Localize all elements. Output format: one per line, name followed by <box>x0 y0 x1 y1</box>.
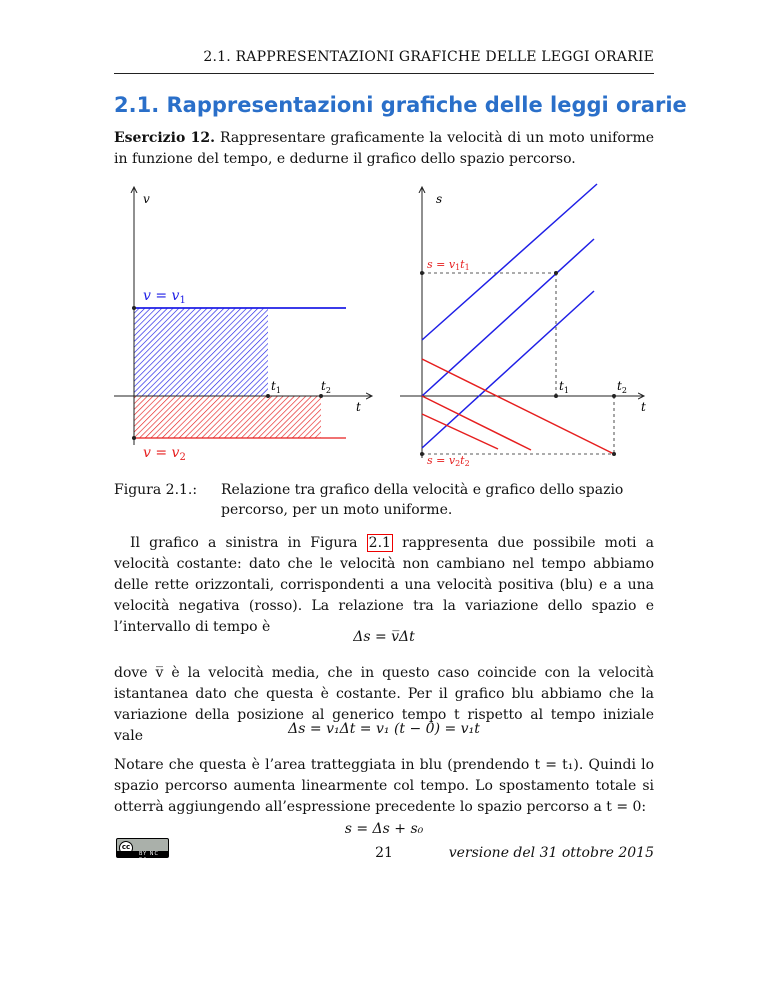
figure-caption <box>114 480 654 520</box>
blue-hatched-area <box>134 308 268 396</box>
t2-label-left: $t_2$ <box>321 379 331 395</box>
v1-point <box>132 306 136 310</box>
cc-license-terms: BY NC SA <box>117 851 168 857</box>
figure-2-1 <box>0 175 768 475</box>
s2-label: s = v2t2 <box>427 454 470 468</box>
red-line-1 <box>422 359 614 454</box>
s2-axis-point <box>420 452 424 456</box>
t1-point-right <box>554 394 558 398</box>
figure-reference-link[interactable]: 2.1 <box>368 535 391 551</box>
page-number: 21 <box>375 845 393 861</box>
section-title: 2.1. Rappresentazioni grafiche delle leggi orarie <box>114 93 687 117</box>
s-axis-label: s <box>436 192 443 206</box>
version-note: versione del 31 ottobre 2015 <box>448 845 654 861</box>
position-graph <box>400 184 646 468</box>
exercise-paragraph <box>114 128 654 170</box>
p1-text-a: Il grafico a sinistra in Figura <box>130 535 367 551</box>
t1-point-left <box>266 394 270 398</box>
equation-3: s = Δs + s₀ <box>344 821 424 837</box>
t-axis-label-left: t <box>356 400 361 414</box>
running-header: 2.1. RAPPRESENTAZIONI GRAFICHE DELLE LEGGI ORARIE <box>203 49 654 65</box>
t1-label-left: $t_1$ <box>271 379 281 395</box>
p1-text-b: rappresenta due possibile moti a velocità costante: dato che le velocità non cambiano nel tempo abbiamo delle rette orizzontali, corrispondenti a una velocità positiva (blu) e a una velocità negativa (rosso). La relazione tra la variazione dello spazio e l’intervallo di tempo è <box>114 535 654 635</box>
header-rule <box>114 73 654 74</box>
t2-point-right <box>612 394 616 398</box>
exercise-text: Rappresentare graficamente la velocità di un moto uniforme in funzione del tempo, e dedurne il grafico dello spazio percorso. <box>114 130 654 167</box>
red-hatched-area <box>134 396 321 438</box>
blue-line-3 <box>422 291 594 448</box>
v1-label: $v = v_1$ <box>143 288 186 306</box>
s1-label: s = v1t1 <box>427 258 470 272</box>
s2-t2-point <box>612 452 616 456</box>
v-axis-label: v <box>143 192 150 206</box>
exercise-label: Esercizio 12. <box>114 130 216 146</box>
t1-label-right: $t_1$ <box>559 379 569 395</box>
s1-axis-point <box>420 271 424 275</box>
body-paragraph-1 <box>114 533 654 638</box>
v2-point <box>132 436 136 440</box>
equation-2: Δs = v₁Δt = v₁ (t − 0) = v₁t <box>288 721 480 737</box>
body-paragraph-3: Notare che questa è l’area tratteggiata in blu (prendendo t = t₁). Quindi lo spazio percorso aumenta linearmente col tempo. Lo spostamento totale si otterrà aggiungendo all’espressione precedente lo spazio percorso a t = 0: <box>114 757 654 815</box>
caption-label: Figura 2.1.: <box>114 482 198 498</box>
cc-icon: cc <box>119 841 133 855</box>
equation-1: Δs = v̅Δt <box>353 629 415 645</box>
t2-label-right: $t_2$ <box>617 379 627 395</box>
t-axis-label-right: t <box>641 400 646 414</box>
t2-point-left <box>319 394 323 398</box>
s1-t1-point <box>554 271 558 275</box>
velocity-graph <box>114 187 372 463</box>
caption-text: Relazione tra grafico della velocità e grafico dello spazio percorso, per un moto uniforme. <box>221 482 624 518</box>
body-paragraph-2: dove v̅ è la velocità media, che in questo caso coincide con la velocità istantanea dato che questa è costante. Per il grafico blu abbiamo che la variazione della posizione al generico tempo t rispetto al tempo iniziale vale <box>114 665 654 744</box>
v2-label: $v = v_2$ <box>143 445 186 463</box>
red-line-3 <box>422 414 498 449</box>
